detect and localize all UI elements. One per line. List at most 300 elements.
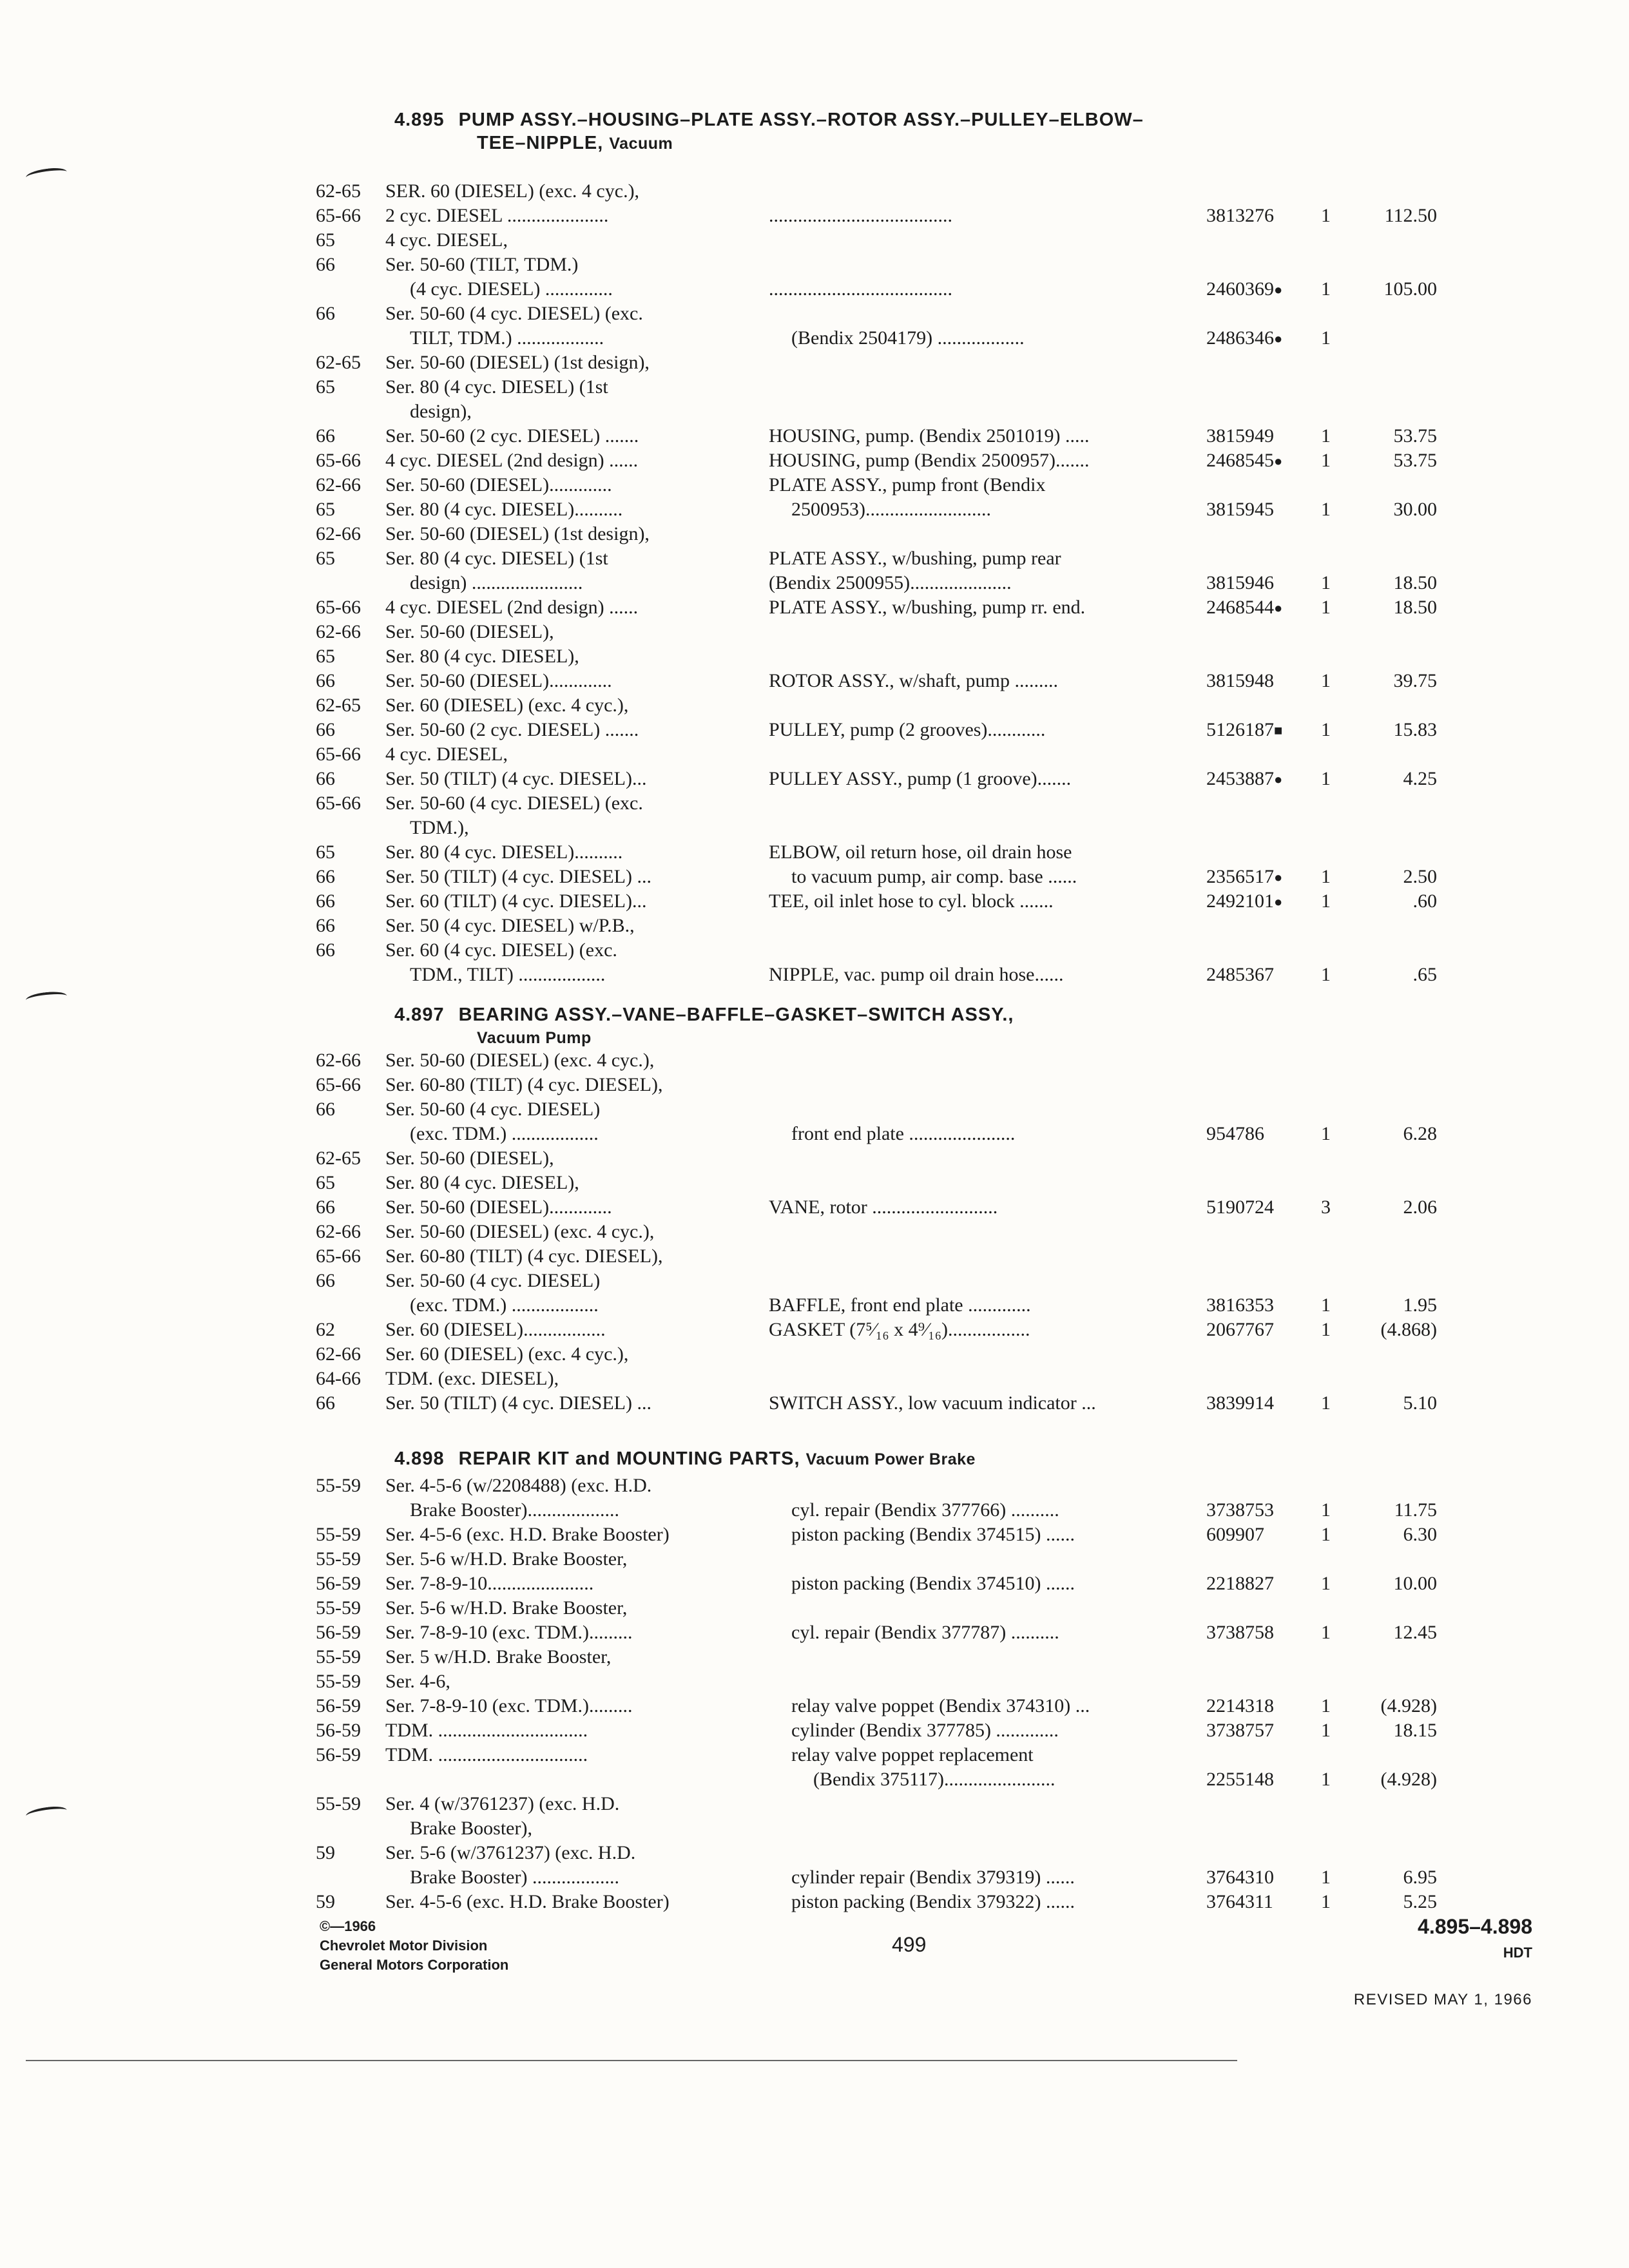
model-application: Ser. 60 (TILT) (4 cyc. DIESEL)... xyxy=(385,890,647,912)
model-application: Ser. 50-60 (2 cyc. DIESEL) ....... xyxy=(385,719,639,740)
part-number: 3738757 xyxy=(1206,1720,1274,1741)
part-description: (Bendix 2500955)..................... xyxy=(769,572,1012,593)
model-year: 65 xyxy=(316,229,335,251)
model-application: 2 cyc. DIESEL ..................... xyxy=(385,205,609,226)
part-description: relay valve poppet replacement xyxy=(791,1744,1034,1765)
quantity: 1 xyxy=(1321,1294,1331,1316)
model-year: 62-66 xyxy=(316,523,361,544)
table-row xyxy=(0,1523,1629,1547)
price: 2.50 xyxy=(1403,866,1437,887)
model-year: 56-59 xyxy=(316,1695,361,1716)
table-row xyxy=(0,179,1629,204)
table-row xyxy=(0,448,1629,473)
model-year: 66 xyxy=(316,915,335,936)
copyright: ©—1966 xyxy=(320,1918,376,1934)
model-year: 62-65 xyxy=(316,352,361,373)
price: .65 xyxy=(1412,964,1437,985)
division-name: Chevrolet Motor Division xyxy=(320,1937,488,1954)
part-description: cyl. repair (Bendix 377787) .......... xyxy=(791,1622,1059,1643)
table-row xyxy=(0,1718,1629,1743)
quantity: 1 xyxy=(1321,1891,1331,1912)
table-row xyxy=(0,644,1629,669)
part-number: 3815948 xyxy=(1206,670,1274,691)
table-row xyxy=(0,1122,1629,1146)
model-application: Ser. 50-60 (DIESEL) (exc. 4 cyc.), xyxy=(385,1050,655,1071)
part-number: 3738758 xyxy=(1206,1622,1274,1643)
model-year: 66 xyxy=(316,254,335,275)
model-application: Ser. 60-80 (TILT) (4 cyc. DIESEL), xyxy=(385,1074,663,1095)
part-description: cylinder (Bendix 377785) ............. xyxy=(791,1720,1059,1741)
model-year: 59 xyxy=(316,1842,335,1863)
model-application: Ser. 50-60 (DIESEL)............. xyxy=(385,1196,612,1218)
quantity: 1 xyxy=(1321,1392,1331,1414)
model-year: 66 xyxy=(316,1392,335,1414)
model-year: 65 xyxy=(316,548,335,569)
part-number: 3764311 xyxy=(1206,1891,1273,1912)
model-application: (exc. TDM.) .................. xyxy=(410,1294,599,1316)
table-row xyxy=(0,1596,1629,1620)
price: (4.928) xyxy=(1380,1769,1437,1790)
model-year: 66 xyxy=(316,719,335,740)
model-year: 65-66 xyxy=(316,1074,361,1095)
table-row xyxy=(0,620,1629,644)
model-application: Ser. 80 (4 cyc. DIESEL).......... xyxy=(385,499,623,520)
quantity: 1 xyxy=(1321,278,1331,300)
margin-mark xyxy=(25,990,68,1006)
section-number: 4.895 xyxy=(394,110,445,130)
table-row xyxy=(0,889,1629,914)
model-year: 62-66 xyxy=(316,474,361,495)
table-row xyxy=(0,1073,1629,1097)
quantity: 1 xyxy=(1321,1720,1331,1741)
section-qualifier: Vacuum Power Brake xyxy=(805,1450,976,1468)
model-year: 55-59 xyxy=(316,1524,361,1545)
model-year: 62 xyxy=(316,1319,335,1340)
table-row xyxy=(0,865,1629,889)
table-row xyxy=(0,204,1629,228)
quantity: 1 xyxy=(1321,768,1331,789)
model-year: 64-66 xyxy=(316,1368,361,1389)
part-number: 3815946 xyxy=(1206,572,1274,593)
page-rule xyxy=(26,2060,1237,2061)
model-application: Ser. 50-60 (DIESEL)............. xyxy=(385,670,612,691)
price: .60 xyxy=(1412,890,1437,912)
part-description: cyl. repair (Bendix 377766) .......... xyxy=(791,1499,1059,1521)
part-number: 3816353 xyxy=(1206,1294,1274,1316)
part-description: PULLEY, pump (2 grooves)............ xyxy=(769,719,1046,740)
model-year: 55-59 xyxy=(316,1793,361,1814)
model-application: Ser. 80 (4 cyc. DIESEL), xyxy=(385,1172,579,1193)
model-year: 62-65 xyxy=(316,180,361,202)
model-application: (4 cyc. DIESEL) .............. xyxy=(410,278,613,300)
table-row xyxy=(0,669,1629,693)
table-row xyxy=(0,497,1629,522)
model-application: Ser. 50 (4 cyc. DIESEL) w/P.B., xyxy=(385,915,635,936)
price: 15.83 xyxy=(1393,719,1437,740)
table-row xyxy=(0,693,1629,718)
table-row xyxy=(0,1171,1629,1195)
price: 30.00 xyxy=(1393,499,1437,520)
price: 12.45 xyxy=(1393,1622,1437,1643)
price: 1.95 xyxy=(1403,1294,1437,1316)
part-number: 5190724 xyxy=(1206,1196,1274,1218)
model-year: 62-66 xyxy=(316,1221,361,1242)
model-application: Ser. 80 (4 cyc. DIESEL), xyxy=(385,646,579,667)
price: 5.10 xyxy=(1403,1392,1437,1414)
model-application: Ser. 50 (TILT) (4 cyc. DIESEL) ... xyxy=(385,866,651,887)
model-application: Ser. 50-60 (4 cyc. DIESEL) xyxy=(385,1099,601,1120)
table-row xyxy=(0,277,1629,302)
part-marker-icon: ● xyxy=(1274,453,1283,469)
vehicle-code: HDT xyxy=(1503,1945,1532,1961)
table-row xyxy=(0,473,1629,497)
part-number: 5126187■ xyxy=(1206,719,1283,740)
part-marker-icon: ■ xyxy=(1274,722,1283,738)
model-year: 65-66 xyxy=(316,597,361,618)
section-number: 4.898 xyxy=(394,1448,445,1469)
model-year: 59 xyxy=(316,1891,335,1912)
model-application: Ser. 80 (4 cyc. DIESEL) (1st xyxy=(385,376,608,398)
part-description: PLATE ASSY., w/bushing, pump rr. end. xyxy=(769,597,1086,618)
model-year: 62-65 xyxy=(316,695,361,716)
model-year: 65-66 xyxy=(316,450,361,471)
quantity: 1 xyxy=(1321,964,1331,985)
model-application: TDM., TILT) .................. xyxy=(410,964,606,985)
model-year: 65 xyxy=(316,499,335,520)
part-description: piston packing (Bendix 374515) ...... xyxy=(791,1524,1075,1545)
table-row xyxy=(0,1694,1629,1718)
quantity: 1 xyxy=(1321,1524,1331,1545)
part-number: 2492101● xyxy=(1206,890,1283,912)
part-description: (Bendix 375117)....................... xyxy=(813,1769,1055,1790)
quantity: 1 xyxy=(1321,1319,1331,1340)
section-qualifier: Vacuum xyxy=(609,135,673,153)
model-application: Ser. 80 (4 cyc. DIESEL) (1st xyxy=(385,548,608,569)
model-application: Ser. 50-60 (DIESEL) (1st design), xyxy=(385,523,650,544)
price: 18.50 xyxy=(1393,597,1437,618)
quantity: 1 xyxy=(1321,1622,1331,1643)
section-title-continued: TEE–NIPPLE, xyxy=(477,133,604,153)
price: 11.75 xyxy=(1394,1499,1437,1521)
part-marker-icon: ● xyxy=(1274,771,1283,787)
section-qualifier: Vacuum Pump xyxy=(477,1029,592,1047)
quantity: 1 xyxy=(1321,499,1331,520)
section-title: PUMP ASSY.–HOUSING–PLATE ASSY.–ROTOR ASSY.–PULLEY–ELBOW– xyxy=(458,110,1144,130)
table-row xyxy=(0,595,1629,620)
price: 53.75 xyxy=(1393,425,1437,447)
table-row xyxy=(0,1792,1629,1816)
table-row xyxy=(0,1669,1629,1694)
table-row xyxy=(0,1195,1629,1220)
model-year: 66 xyxy=(316,890,335,912)
quantity: 1 xyxy=(1321,450,1331,471)
model-application: Ser. 5-6 w/H.D. Brake Booster, xyxy=(385,1597,628,1619)
model-year: 66 xyxy=(316,866,335,887)
quantity: 1 xyxy=(1321,597,1331,618)
part-number: 2486346● xyxy=(1206,327,1283,349)
quantity: 1 xyxy=(1321,1573,1331,1594)
quantity: 1 xyxy=(1321,1123,1331,1144)
model-application: Ser. 50-60 (TILT, TDM.) xyxy=(385,254,579,275)
part-description: to vacuum pump, air comp. base ...... xyxy=(791,866,1077,887)
table-row xyxy=(0,1498,1629,1523)
table-row xyxy=(0,1571,1629,1596)
model-application: Ser. 50-60 (DIESEL), xyxy=(385,1148,554,1169)
model-application: Ser. 50-60 (4 cyc. DIESEL) xyxy=(385,1270,601,1291)
quantity: 1 xyxy=(1321,719,1331,740)
part-number: 2356517● xyxy=(1206,866,1283,887)
part-description: VANE, rotor .......................... xyxy=(769,1196,998,1218)
model-application: TDM.), xyxy=(410,817,469,838)
table-row xyxy=(0,1318,1629,1342)
part-description: PLATE ASSY., w/bushing, pump rear xyxy=(769,548,1061,569)
part-marker-icon: ● xyxy=(1274,894,1283,910)
table-row xyxy=(0,228,1629,253)
model-year: 56-59 xyxy=(316,1744,361,1765)
part-number: 2468544● xyxy=(1206,597,1283,618)
model-application: Ser. 60-80 (TILT) (4 cyc. DIESEL), xyxy=(385,1245,663,1267)
part-number: 3738753 xyxy=(1206,1499,1274,1521)
part-number: 2460369● xyxy=(1206,278,1283,300)
table-row xyxy=(0,1293,1629,1318)
model-year: 55-59 xyxy=(316,1597,361,1619)
part-description: piston packing (Bendix 379322) ...... xyxy=(791,1891,1075,1912)
part-description: cylinder repair (Bendix 379319) ...... xyxy=(791,1867,1075,1888)
part-number: 2255148 xyxy=(1206,1769,1274,1790)
part-description: 2500953).......................... xyxy=(791,499,991,520)
table-row xyxy=(0,791,1629,816)
table-row xyxy=(0,1890,1629,1914)
section-heading-4897 xyxy=(394,1003,1490,1050)
model-application: 4 cyc. DIESEL, xyxy=(385,744,508,765)
model-year: 62-65 xyxy=(316,1148,361,1169)
section-title: BEARING ASSY.–VANE–BAFFLE–GASKET–SWITCH ASSY., xyxy=(458,1004,1014,1025)
model-application: Ser. 5 w/H.D. Brake Booster, xyxy=(385,1646,612,1667)
corporation-name: General Motors Corporation xyxy=(320,1957,509,1973)
model-year: 66 xyxy=(316,1270,335,1291)
table-row xyxy=(0,326,1629,351)
model-application: Brake Booster) .................. xyxy=(410,1867,619,1888)
model-application: Brake Booster)................... xyxy=(410,1499,619,1521)
model-application: 4 cyc. DIESEL (2nd design) ...... xyxy=(385,450,639,471)
model-application: Ser. 60 (4 cyc. DIESEL) (exc. xyxy=(385,939,617,961)
model-application: TILT, TDM.) .................. xyxy=(410,327,604,349)
part-description: HOUSING, pump (Bendix 2500957)....... xyxy=(769,450,1090,471)
model-year: 65 xyxy=(316,646,335,667)
part-description: GASKET (7⁵⁄₁₆ x 4⁹⁄₁₆)................. xyxy=(769,1319,1030,1340)
model-application: Ser. 50-60 (4 cyc. DIESEL) (exc. xyxy=(385,303,643,324)
price: 2.06 xyxy=(1403,1196,1437,1218)
quantity: 1 xyxy=(1321,327,1331,349)
model-application: (exc. TDM.) .................. xyxy=(410,1123,599,1144)
part-number: 3815945 xyxy=(1206,499,1274,520)
model-year: 56-59 xyxy=(316,1573,361,1594)
part-description: PLATE ASSY., pump front (Bendix xyxy=(769,474,1046,495)
model-year: 55-59 xyxy=(316,1646,361,1667)
part-marker-icon: ● xyxy=(1274,282,1283,298)
section-range: 4.895–4.898 xyxy=(1418,1915,1532,1938)
model-application: Ser. 7-8-9-10 (exc. TDM.)......... xyxy=(385,1695,633,1716)
model-year: 65 xyxy=(316,841,335,863)
price: 6.30 xyxy=(1403,1524,1437,1545)
model-application: Ser. 50-60 (DIESEL)............. xyxy=(385,474,612,495)
part-description: (Bendix 2504179) .................. xyxy=(791,327,1025,349)
model-application: Ser. 50-60 (DIESEL), xyxy=(385,621,554,642)
table-row xyxy=(0,742,1629,767)
model-year: 66 xyxy=(316,939,335,961)
table-row xyxy=(0,1097,1629,1122)
model-year: 66 xyxy=(316,670,335,691)
model-application: Ser. 50-60 (DIESEL) (exc. 4 cyc.), xyxy=(385,1221,655,1242)
model-application: Ser. 7-8-9-10...................... xyxy=(385,1573,594,1594)
part-marker-icon: ● xyxy=(1274,600,1283,616)
table-row xyxy=(0,375,1629,399)
part-number: 3839914 xyxy=(1206,1392,1274,1414)
table-row xyxy=(0,351,1629,375)
price: 6.28 xyxy=(1403,1123,1437,1144)
part-description: SWITCH ASSY., low vacuum indicator ... xyxy=(769,1392,1096,1414)
table-row xyxy=(0,1645,1629,1669)
part-number: 2067767 xyxy=(1206,1319,1274,1340)
part-description: PULLEY ASSY., pump (1 groove)....... xyxy=(769,768,1072,789)
part-number: 2214318 xyxy=(1206,1695,1274,1716)
model-year: 55-59 xyxy=(316,1671,361,1692)
model-year: 66 xyxy=(316,303,335,324)
model-year: 56-59 xyxy=(316,1622,361,1643)
model-application: Ser. 50 (TILT) (4 cyc. DIESEL)... xyxy=(385,768,647,789)
part-description: ELBOW, oil return hose, oil drain hose xyxy=(769,841,1072,863)
price: 5.25 xyxy=(1403,1891,1437,1912)
table-row xyxy=(0,302,1629,326)
model-year: 66 xyxy=(316,425,335,447)
part-number: 2453887● xyxy=(1206,768,1283,789)
price: 112.50 xyxy=(1384,205,1437,226)
quantity: 3 xyxy=(1321,1196,1331,1218)
table-row xyxy=(0,963,1629,987)
part-description: ...................................... xyxy=(769,205,952,226)
price: (4.868) xyxy=(1380,1319,1437,1340)
model-year: 65-66 xyxy=(316,1245,361,1267)
part-description: front end plate ...................... xyxy=(791,1123,1016,1144)
model-application: TDM. ............................... xyxy=(385,1744,588,1765)
table-row xyxy=(0,546,1629,571)
section-title: REPAIR KIT and MOUNTING PARTS, xyxy=(458,1448,800,1469)
model-application: TDM. ............................... xyxy=(385,1720,588,1741)
part-description: relay valve poppet (Bendix 374310) ... xyxy=(791,1695,1090,1716)
table-row xyxy=(0,1547,1629,1571)
part-description: HOUSING, pump. (Bendix 2501019) ..... xyxy=(769,425,1090,447)
model-year: 65-66 xyxy=(316,793,361,814)
part-number: 2485367 xyxy=(1206,964,1274,985)
part-description: TEE, oil inlet hose to cyl. block ....... xyxy=(769,890,1054,912)
model-year: 62-66 xyxy=(316,621,361,642)
table-row xyxy=(0,767,1629,791)
model-application: Brake Booster), xyxy=(410,1818,532,1839)
price: (4.928) xyxy=(1380,1695,1437,1716)
quantity: 1 xyxy=(1321,866,1331,887)
price: 105.00 xyxy=(1383,278,1437,300)
model-year: 65-66 xyxy=(316,205,361,226)
part-number: 2218827 xyxy=(1206,1573,1274,1594)
table-row xyxy=(0,1620,1629,1645)
revision-date: REVISED MAY 1, 1966 xyxy=(1353,1991,1532,2008)
model-application: Ser. 4-6, xyxy=(385,1671,450,1692)
price: 6.95 xyxy=(1403,1867,1437,1888)
model-application: 4 cyc. DIESEL, xyxy=(385,229,508,251)
model-year: 66 xyxy=(316,768,335,789)
table-row xyxy=(0,571,1629,595)
price: 10.00 xyxy=(1393,1573,1437,1594)
part-marker-icon: ● xyxy=(1274,869,1283,885)
model-application: Ser. 50 (TILT) (4 cyc. DIESEL) ... xyxy=(385,1392,651,1414)
model-application: Ser. 80 (4 cyc. DIESEL).......... xyxy=(385,841,623,863)
table-row xyxy=(0,253,1629,277)
quantity: 1 xyxy=(1321,425,1331,447)
table-row xyxy=(0,522,1629,546)
model-year: 56-59 xyxy=(316,1720,361,1741)
model-application: 4 cyc. DIESEL (2nd design) ...... xyxy=(385,597,639,618)
table-row xyxy=(0,1391,1629,1416)
page-number: 499 xyxy=(892,1933,927,1956)
table-row xyxy=(0,399,1629,424)
quantity: 1 xyxy=(1321,890,1331,912)
section-heading-4895 xyxy=(394,108,1490,155)
model-application: Ser. 5-6 w/H.D. Brake Booster, xyxy=(385,1548,628,1570)
model-application: design), xyxy=(410,401,472,422)
part-number: 609907 xyxy=(1206,1524,1264,1545)
model-application: TDM. (exc. DIESEL), xyxy=(385,1368,559,1389)
model-application: Ser. 4-5-6 (w/2208488) (exc. H.D. xyxy=(385,1475,652,1496)
part-description: NIPPLE, vac. pump oil drain hose...... xyxy=(769,964,1064,985)
table-row xyxy=(0,938,1629,963)
model-year: 55-59 xyxy=(316,1475,361,1496)
part-description: ROTOR ASSY., w/shaft, pump ......... xyxy=(769,670,1058,691)
publisher-block xyxy=(320,1917,508,1975)
model-year: 62-66 xyxy=(316,1343,361,1365)
table-row xyxy=(0,1474,1629,1498)
quantity: 1 xyxy=(1321,572,1331,593)
price: 18.50 xyxy=(1393,572,1437,593)
part-marker-icon: ● xyxy=(1274,331,1283,347)
table-row xyxy=(0,1841,1629,1865)
table-row xyxy=(0,1865,1629,1890)
model-application: Ser. 50-60 (4 cyc. DIESEL) (exc. xyxy=(385,793,643,814)
model-application: Ser. 60 (DIESEL) (exc. 4 cyc.), xyxy=(385,695,629,716)
part-description: BAFFLE, front end plate ............. xyxy=(769,1294,1031,1316)
table-row xyxy=(0,1816,1629,1841)
table-row xyxy=(0,1367,1629,1391)
model-year: 66 xyxy=(316,1099,335,1120)
price: 4.25 xyxy=(1403,768,1437,789)
section-number: 4.897 xyxy=(394,1004,445,1025)
model-application: Ser. 50-60 (2 cyc. DIESEL) ....... xyxy=(385,425,639,447)
price: 39.75 xyxy=(1393,670,1437,691)
model-application: Ser. 5-6 (w/3761237) (exc. H.D. xyxy=(385,1842,636,1863)
part-number: 3815949 xyxy=(1206,425,1274,447)
quantity: 1 xyxy=(1321,205,1331,226)
table-row xyxy=(0,424,1629,448)
model-application: Ser. 7-8-9-10 (exc. TDM.)......... xyxy=(385,1622,633,1643)
quantity: 1 xyxy=(1321,1867,1331,1888)
table-row xyxy=(0,1743,1629,1767)
table-row xyxy=(0,718,1629,742)
model-year: 66 xyxy=(316,1196,335,1218)
model-application: Ser. 50-60 (DIESEL) (1st design), xyxy=(385,352,650,373)
table-row xyxy=(0,1342,1629,1367)
model-application: Ser. 4-5-6 (exc. H.D. Brake Booster) xyxy=(385,1891,670,1912)
model-application: design) ....................... xyxy=(410,572,583,593)
model-application: Ser. 60 (DIESEL)................. xyxy=(385,1319,606,1340)
